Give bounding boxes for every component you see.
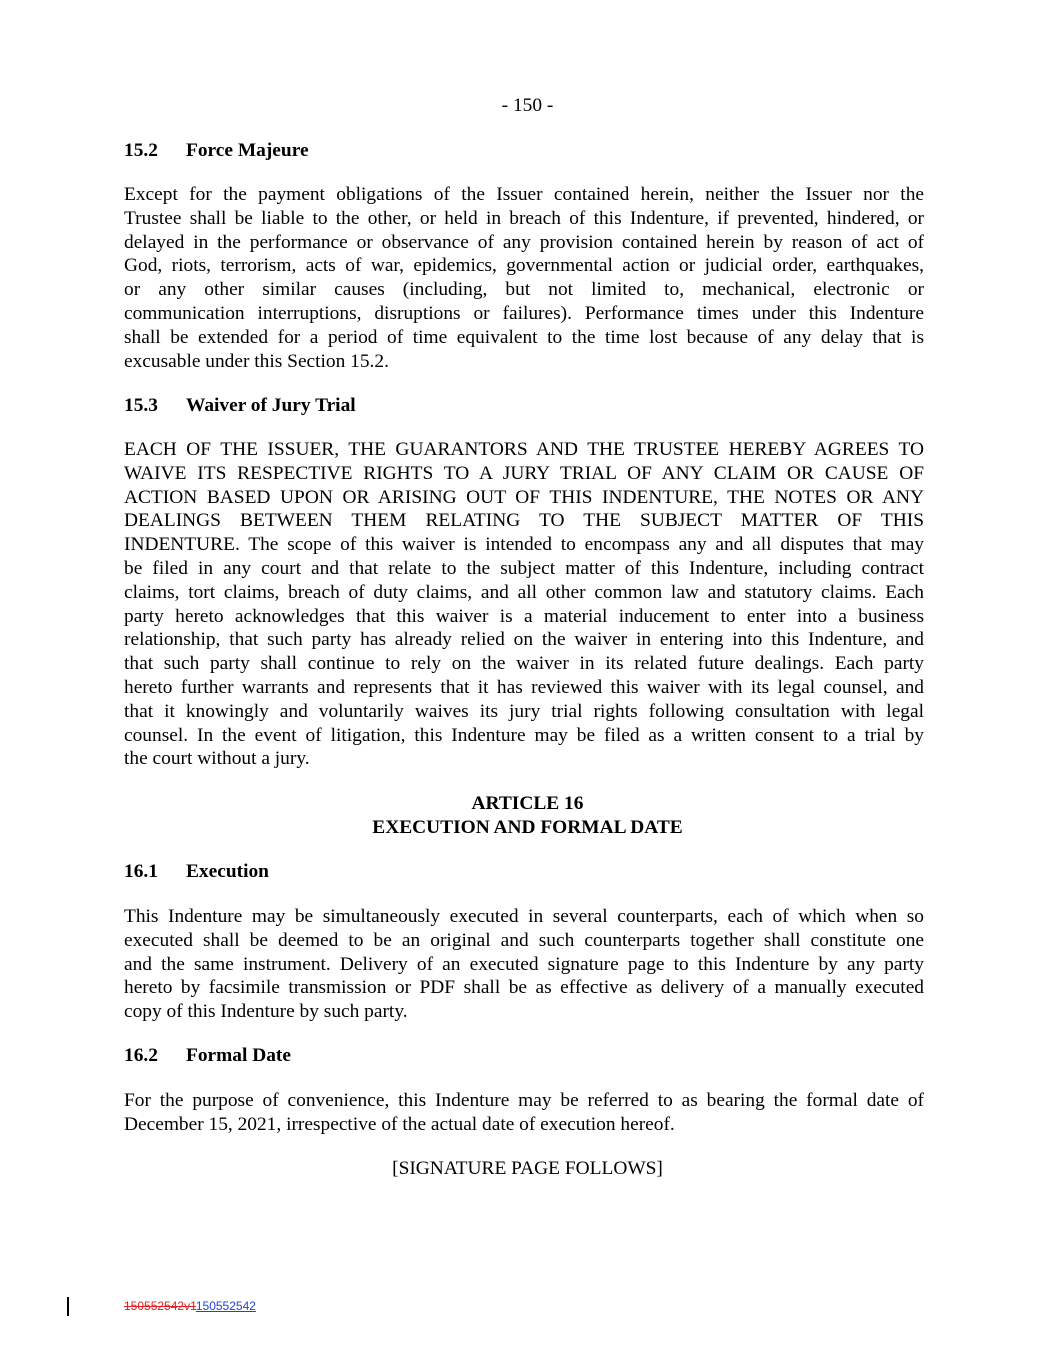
text-line: ACTION BASED UPON OR ARISING OUT OF THIS INDENTURE, THE NOTES OR ANY <box>124 486 924 508</box>
section-16-1-body <box>124 905 924 1024</box>
text-line: shall be extended for a period of time equivalent to the time lost because of any delay that is <box>124 326 924 348</box>
section-16-2-body <box>124 1089 924 1137</box>
text-line: counsel. In the event of litigation, this Indenture may be filed as a written consent to a trial by <box>124 724 924 746</box>
text-line: relationship, that such party has already relied on the waiver in entering into this Indenture, and <box>124 629 924 651</box>
text-line: that such party shall continue to rely on the waiver in its related future dealings. Each party <box>124 653 924 675</box>
article-16-title: EXECUTION AND FORMAL DATE <box>372 817 683 838</box>
section-number: 15.3 <box>124 395 158 416</box>
text-line: executed shall be deemed to be an original and such counterparts together shall constitute one <box>124 929 924 951</box>
text-line: copy of this Indenture by such party. <box>124 1001 408 1023</box>
section-15-2-body <box>124 183 924 373</box>
deleted-document-id: 150552542v1 <box>124 1299 196 1313</box>
text-line: delayed in the performance or observance of any provision contained herein by reason of act of <box>124 231 924 253</box>
change-bar <box>67 1297 69 1316</box>
text-line: the court without a jury. <box>124 748 310 770</box>
text-line: communication interruptions, disruptions or failures). Performance times under this Indenture <box>124 302 924 324</box>
section-number: 16.1 <box>124 861 158 882</box>
text-line: claims, tort claims, breach of duty claims, and all other common law and statutory claims. Each <box>124 581 924 603</box>
section-title: Execution <box>186 861 269 882</box>
text-line: EACH OF THE ISSUER, THE GUARANTORS AND THE TRUSTEE HEREBY AGREES TO <box>124 439 924 460</box>
text-line: and the same instrument. Delivery of an executed signature page to this Indenture by any party <box>124 953 924 975</box>
text-line: Except for the payment obligations of the Issuer contained herein, neither the Issuer nor the <box>124 184 924 205</box>
text-line: WAIVE ITS RESPECTIVE RIGHTS TO A JURY TRIAL OF ANY CLAIM OR CAUSE OF <box>124 462 924 484</box>
section-15-3-body <box>124 438 924 771</box>
text-line: Trustee shall be liable to the other, or held in breach of this Indenture, if prevented, hindered, or <box>124 207 924 229</box>
section-title: Force Majeure <box>186 140 309 161</box>
section-16-1-heading <box>124 860 269 884</box>
page-number: - 150 - <box>501 95 554 116</box>
text-line: hereto further warrants and represents that it has reviewed this waiver with its legal counsel, and <box>124 676 924 698</box>
text-line: party hereto acknowledges that this waiver is a material inducement to enter into a business <box>124 605 924 627</box>
text-line: excusable under this Section 15.2. <box>124 350 389 372</box>
text-line: December 15, 2021, irrespective of the actual date of execution hereof. <box>124 1113 675 1135</box>
section-number: 15.2 <box>124 140 158 161</box>
section-15-2-heading <box>124 139 309 163</box>
signature-page-note: [SIGNATURE PAGE FOLLOWS] <box>392 1158 663 1179</box>
inserted-document-id: 150552542 <box>195 1299 256 1313</box>
text-line: God, riots, terrorism, acts of war, epidemics, governmental action or judicial order, earthquakes, <box>124 255 924 277</box>
text-line: This Indenture may be simultaneously executed in several counterparts, each of which when so <box>124 906 924 927</box>
section-number: 16.2 <box>124 1045 158 1066</box>
article-16-label: ARTICLE 16 <box>471 793 584 814</box>
text-line: that it knowingly and voluntarily waives its jury trial rights following consultation with legal <box>124 700 924 722</box>
text-line: hereto by facsimile transmission or PDF shall be as effective as delivery of a manually executed <box>124 977 924 999</box>
text-line: For the purpose of convenience, this Indenture may be referred to as bearing the formal date of <box>124 1090 924 1111</box>
text-line: INDENTURE. The scope of this waiver is intended to encompass any and all disputes that may <box>124 534 924 556</box>
document-id <box>124 1299 256 1314</box>
section-15-3-heading <box>124 394 356 418</box>
text-line: or any other similar causes (including, but not limited to, mechanical, electronic or <box>124 279 924 301</box>
text-line: be filed in any court and that relate to the subject matter of this Indenture, including contract <box>124 557 924 579</box>
text-line: DEALINGS BETWEEN THEM RELATING TO THE SUBJECT MATTER OF THIS <box>124 510 924 532</box>
section-title: Waiver of Jury Trial <box>186 395 356 416</box>
section-16-2-heading <box>124 1044 291 1068</box>
section-title: Formal Date <box>186 1045 291 1066</box>
